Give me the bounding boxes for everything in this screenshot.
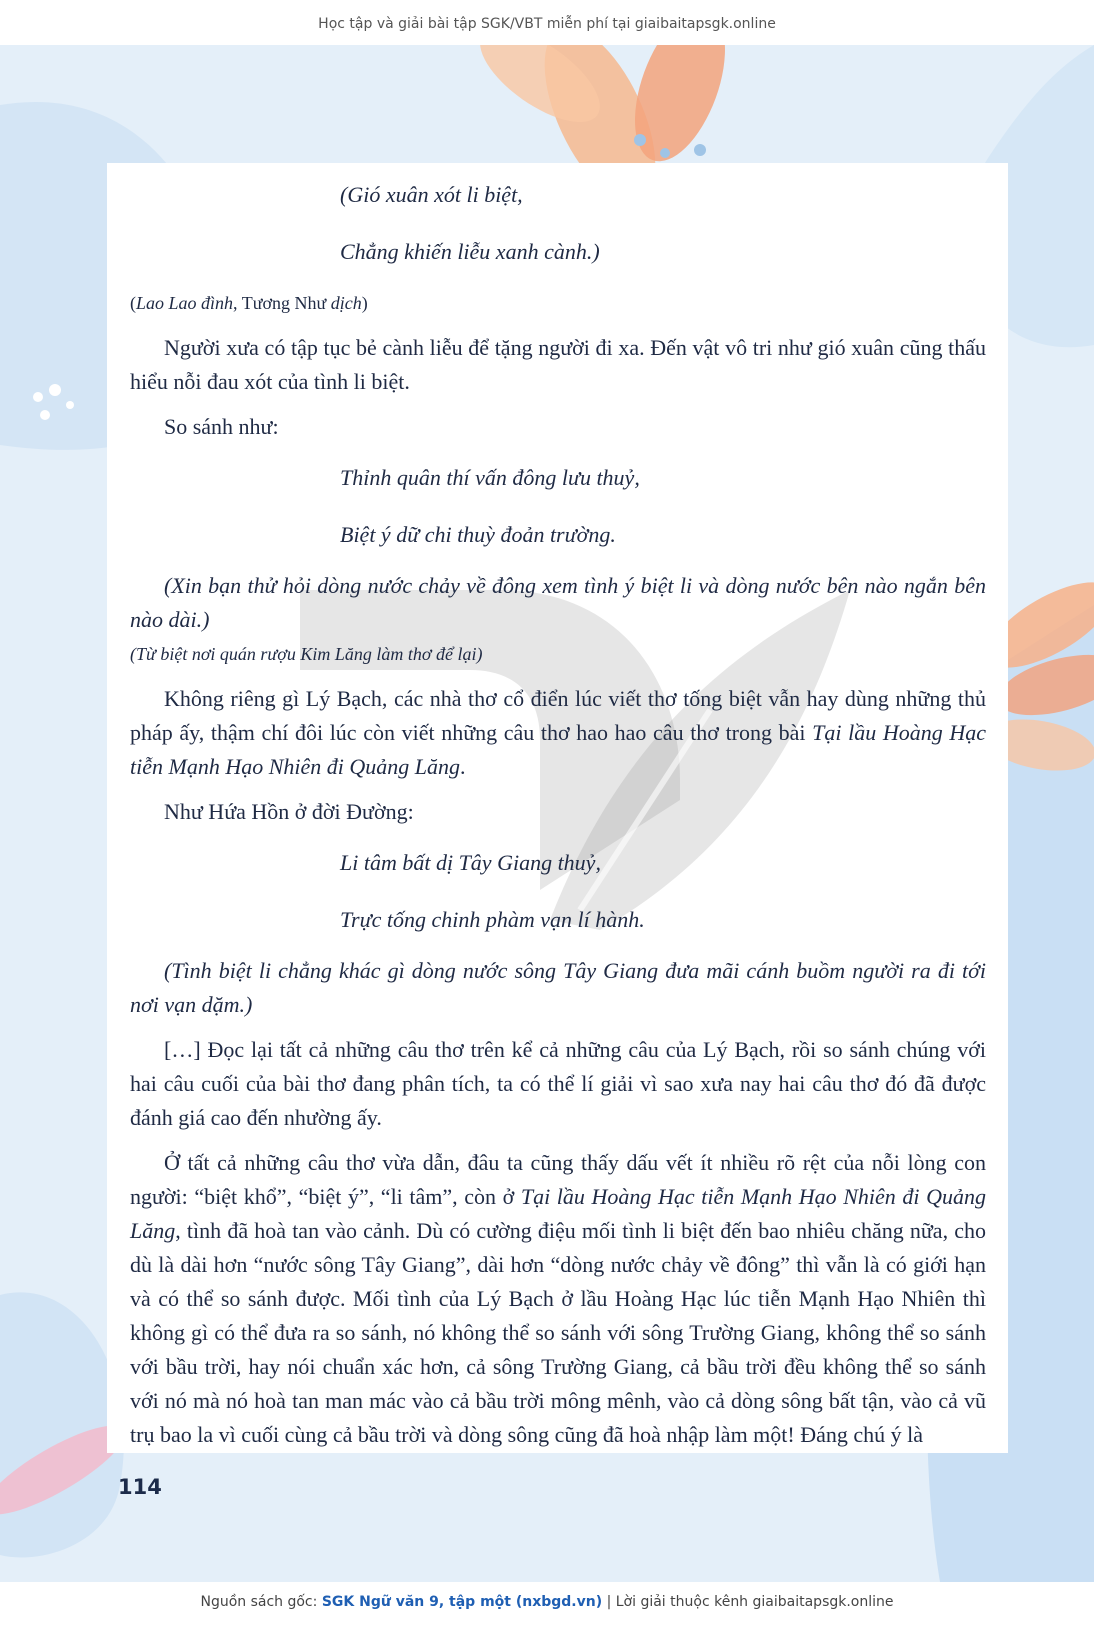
body-paragraph: Không riêng gì Lý Bạch, các nhà thơ cổ điển lúc viết thơ tống biệt vẫn hay dùng những thủ pháp ấy, thậm chí đôi lúc còn viết những câu thơ hao hao câu thơ trong bài Tại lầu Hoàng Hạc tiễn Mạnh Hạo Nhiên đi Quảng Lăng.: [130, 686, 987, 779]
quoted-verse-line: Chẳng khiến liễu xanh cành.): [340, 239, 600, 264]
citation: (Từ biệt nơi quán rượu Kim Lăng làm thơ để lại): [130, 644, 483, 664]
quoted-verse-line: Biệt ý dữ chi thuỳ đoản trường.: [340, 522, 616, 547]
footer-prefix: Nguồn sách gốc:: [200, 1594, 322, 1610]
footer-suffix: | Lời giải thuộc kênh giaibaitapsgk.online: [602, 1594, 894, 1610]
citation: (Lao Lao đình, Tương Như dịch): [130, 293, 368, 313]
page-content: [130, 172, 986, 1463]
translation-paragraph: (Xin bạn thử hỏi dòng nước chảy về đông xem tình ý biệt li và dòng nước bên nào ngắn bên nào dài.): [130, 573, 986, 632]
translation-paragraph: (Tình biệt li chẳng khác gì dòng nước sông Tây Giang đưa mãi cánh buồm người ra đi tới nơi vạn dặm.): [130, 958, 986, 1017]
quoted-verse-line: Thỉnh quân thí vấn đông lưu thuỷ,: [340, 465, 640, 490]
body-paragraph: […] Đọc lại tất cả những câu thơ trên kể cả những câu của Lý Bạch, rồi so sánh chúng với hai câu cuối của bài thơ đang phân tích, ta có thể lí giải vì sao xưa nay hai câu thơ đó đã được đánh giá cao đến nhường ấy.: [130, 1037, 986, 1130]
body-paragraph: Như Hứa Hồn ở đời Đường:: [164, 799, 414, 824]
quoted-verse-line: Li tâm bất dị Tây Giang thuỷ,: [340, 850, 601, 875]
site-header-bar: [0, 0, 1094, 45]
quoted-verse-line: (Gió xuân xót li biệt,: [340, 182, 523, 207]
body-paragraph: Người xưa có tập tục bẻ cành liễu để tặng người đi xa. Đến vật vô tri như gió xuân cũng thấu hiểu nỗi đau xót của tình li biệt.: [130, 335, 986, 394]
footer-source-link[interactable]: SGK Ngữ văn 9, tập một (nxbgd.vn): [321, 1594, 603, 1610]
page-number: 114: [118, 1475, 162, 1499]
body-paragraph: So sánh như:: [164, 414, 279, 439]
body-paragraph: Ở tất cả những câu thơ vừa dẫn, đâu ta cũng thấy dấu vết ít nhiều rõ rệt của nỗi lòng con người: “biệt khổ”, “biệt ý”, “li tâm”, còn ở Tại lầu Hoàng Hạc tiễn Mạnh Hạo Nhiên đi Quảng Lăng, tình đã hoà tan vào cảnh. Dù có cường điệu mối tình li biệt đến bao nhiêu chăng nữa, cho dù là dài hơn “nước sông Tây Giang”, dài hơn “dòng nước chảy về đông” thì vẫn là có giới hạn và có thể so sánh được. Mối tình của Lý Bạch ở lầu Hoàng Hạc lúc tiễn Mạnh Hạo Nhiên thì không gì có thể đưa ra so sánh, nó không thể so sánh với sông Trường Giang, không thể so sánh với bầu trời, hay nói chuẩn xác hơn, cả sông Trường Giang, cả bầu trời đều không thể so sánh với nó mà nó hoà tan man mác vào cả bầu trời mông mênh, vào cả dòng sông bất tận, vào cả vũ trụ bao la vì cuối cùng cả bầu trời và dòng sông cũng đã hoà nhập làm một! Đáng chú ý là: [130, 1150, 986, 1447]
site-header-text: Học tập và giải bài tập SGK/VBT miễn phí tại giaibaitapsgk.online: [318, 16, 776, 32]
site-footer-bar: [0, 1582, 1094, 1626]
quoted-verse-line: Trực tống chinh phàm vạn lí hành.: [340, 907, 645, 932]
